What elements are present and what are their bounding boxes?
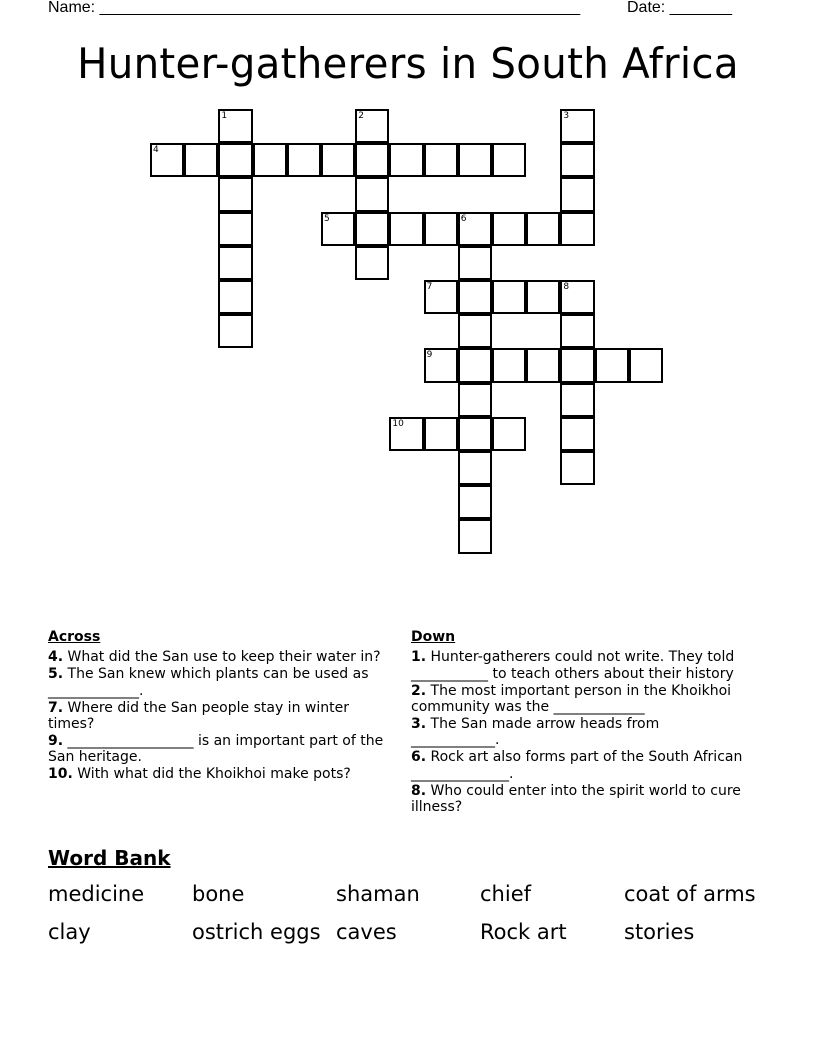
word-bank-item: shaman: [336, 882, 420, 906]
crossword-cell[interactable]: [560, 212, 594, 246]
crossword-cell[interactable]: [150, 143, 184, 177]
clue-text: Rock art also forms part of the South African ______________.: [411, 749, 743, 782]
down-heading: Down: [411, 629, 456, 645]
crossword-cell[interactable]: [218, 280, 252, 314]
crossword-cell[interactable]: [560, 417, 594, 451]
crossword-cell[interactable]: [458, 519, 492, 553]
word-bank-item: ostrich eggs: [192, 920, 321, 944]
crossword-cell[interactable]: [526, 280, 560, 314]
crossword-cell[interactable]: [458, 348, 492, 382]
crossword-cell[interactable]: [458, 485, 492, 519]
down-clues: [411, 629, 751, 816]
crossword-cell[interactable]: [492, 212, 526, 246]
clue-text: What did the San use to keep their water in?: [63, 649, 381, 666]
clue-number: 8.: [411, 782, 427, 799]
word-bank-title: Word Bank: [48, 846, 171, 870]
name-field-label: Name: ______________________________________________________: [48, 0, 581, 16]
crossword-cell[interactable]: [218, 314, 252, 348]
crossword-cell[interactable]: [389, 212, 423, 246]
across-clue-5: [48, 666, 388, 699]
crossword-cell[interactable]: [424, 417, 458, 451]
cell-number: 4: [153, 145, 159, 156]
crossword-cell[interactable]: [355, 177, 389, 211]
clue-text: With what did the Khoikhoi make pots?: [72, 766, 351, 783]
crossword-cell[interactable]: [629, 348, 663, 382]
crossword-cell[interactable]: [560, 451, 594, 485]
across-clue-10: [48, 766, 388, 782]
crossword-cell[interactable]: [458, 383, 492, 417]
crossword-cell[interactable]: [458, 280, 492, 314]
crossword-cell[interactable]: [424, 280, 458, 314]
crossword-cell[interactable]: [355, 143, 389, 177]
crossword-cell[interactable]: [560, 280, 594, 314]
page-title: Hunter-gatherers in South Africa: [77, 39, 739, 88]
crossword-cell[interactable]: [458, 314, 492, 348]
word-bank-item: medicine: [48, 882, 145, 906]
clue-number: 9.: [48, 732, 64, 749]
cell-number: 3: [563, 111, 570, 121]
cell-number: 8: [563, 282, 570, 292]
cell-number: 6: [460, 213, 467, 224]
crossword-cell[interactable]: [458, 417, 492, 451]
down-clue-1: [411, 649, 751, 682]
crossword-cell[interactable]: [492, 348, 526, 382]
crossword-cell[interactable]: [560, 314, 594, 348]
crossword-cell[interactable]: [287, 143, 321, 177]
clue-number: 10.: [48, 766, 73, 783]
across-clue-9: [48, 733, 388, 766]
crossword-cell[interactable]: [560, 143, 594, 177]
clue-number: 7.: [48, 699, 64, 716]
cell-number: 7: [426, 282, 433, 292]
down-clue-3: [411, 716, 751, 749]
down-clue-8: [411, 783, 751, 816]
crossword-cell[interactable]: [184, 143, 218, 177]
clue-number: 6.: [411, 749, 427, 766]
cell-number: 1: [221, 111, 228, 121]
crossword-cell[interactable]: [492, 417, 526, 451]
clue-number: 2.: [411, 682, 427, 699]
crossword-cell[interactable]: [218, 246, 252, 280]
crossword-cell[interactable]: [424, 212, 458, 246]
word-bank-item: Rock art: [480, 920, 567, 944]
crossword-cell[interactable]: [218, 143, 252, 177]
crossword-cell[interactable]: [595, 348, 629, 382]
across-clues: [48, 629, 388, 783]
crossword-cell[interactable]: [560, 109, 594, 143]
clue-number: 4.: [48, 649, 64, 666]
crossword-cell[interactable]: [355, 212, 389, 246]
word-bank-item: coat of arms: [624, 882, 756, 906]
crossword-cell[interactable]: [492, 280, 526, 314]
word-bank-item: chief: [480, 882, 532, 906]
cell-number: 5: [324, 213, 330, 224]
clue-text: Hunter-gatherers could not write. They told ___________ to teach others about their history: [411, 649, 735, 682]
crossword-cell[interactable]: [424, 143, 458, 177]
crossword-cell[interactable]: [424, 348, 458, 382]
crossword-cell[interactable]: [458, 451, 492, 485]
crossword-cell[interactable]: [253, 143, 287, 177]
crossword-cell[interactable]: [218, 109, 252, 143]
clue-number: 5.: [48, 666, 64, 683]
cell-number: 9: [426, 350, 433, 361]
crossword-cell[interactable]: [218, 212, 252, 246]
cell-number: 10: [392, 418, 404, 429]
word-bank-item: bone: [192, 882, 245, 906]
clue-text: The San knew which plants can be used as _____________.: [48, 666, 369, 699]
crossword-cell[interactable]: [355, 109, 389, 143]
date-field-label: Date: _______: [627, 0, 732, 16]
crossword-cell[interactable]: [321, 212, 355, 246]
clue-number: 3.: [411, 716, 427, 733]
down-clue-6: [411, 749, 751, 782]
across-heading: Across: [48, 629, 101, 645]
clue-text: Where did the San people stay in winter times?: [48, 699, 349, 733]
word-bank-item: caves: [336, 920, 397, 944]
across-clue-4: [48, 649, 388, 665]
crossword-cell[interactable]: [526, 348, 560, 382]
cell-number: 2: [358, 111, 364, 121]
crossword-cell[interactable]: [321, 143, 355, 177]
word-bank-item: clay: [48, 920, 91, 944]
crossword-cell[interactable]: [560, 383, 594, 417]
clue-text: __________________ is an important part of the San heritage.: [48, 732, 384, 766]
clue-text: The San made arrow heads from ____________.: [411, 716, 660, 749]
down-clue-2: [411, 683, 751, 716]
crossword-cell[interactable]: [389, 143, 423, 177]
crossword-cell[interactable]: [458, 143, 492, 177]
clue-text: Who could enter into the spirit world to cure illness?: [411, 782, 741, 816]
crossword-cell[interactable]: [389, 417, 423, 451]
crossword-cell[interactable]: [458, 212, 492, 246]
clue-number: 1.: [411, 649, 427, 666]
crossword-cell[interactable]: [492, 143, 526, 177]
crossword-cell[interactable]: [218, 177, 252, 211]
crossword-cell[interactable]: [560, 177, 594, 211]
crossword-cell[interactable]: [560, 348, 594, 382]
word-bank-item: stories: [624, 920, 695, 944]
crossword-cell[interactable]: [526, 212, 560, 246]
crossword-cell[interactable]: [458, 246, 492, 280]
clue-text: The most important person in the Khoikhoi community was the _____________: [411, 682, 732, 716]
across-clue-7: [48, 700, 388, 733]
crossword-cell[interactable]: [355, 246, 389, 280]
